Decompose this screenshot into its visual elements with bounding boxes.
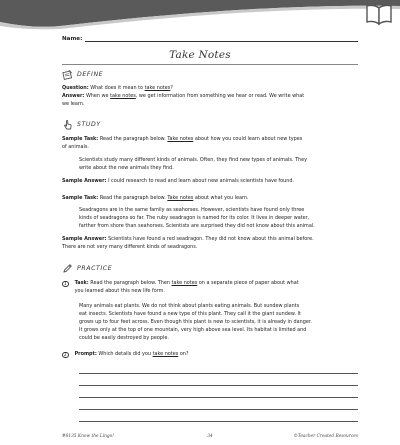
footer-publisher: ©Teacher Created Resources <box>293 434 358 439</box>
study-task2: Sample Task: Read the paragraph below. Take notes about what you learn. <box>62 195 249 201</box>
study-passage2-line-2: kinds of seadragons so far. The ruby seadragon is named for its color. It lives in deeper water, <box>79 215 310 221</box>
define-answer-line-2: we learn. <box>62 101 85 107</box>
practice-item-1 <box>62 280 358 295</box>
name-field[interactable] <box>85 35 358 42</box>
practice-item-2 <box>62 351 358 359</box>
study-answer2-line-1: Sample Answer: Scientists have found a red seadragon. They did not know about this animal before. <box>62 236 314 242</box>
notepad-icon <box>62 69 73 80</box>
define-question: Question: What does it mean to take notes? <box>62 85 173 91</box>
practice-heading <box>62 262 112 274</box>
practice-passage-line-4: It grows only at the top of one mountain, very high above sea level. Its habitat is limited and <box>79 327 307 333</box>
practice-task-line-1: Task: Read the paragraph below. Then take notes on a separate piece of paper about what <box>74 280 299 286</box>
practice-prompt: Prompt: Which details did you take notes on? <box>74 351 189 357</box>
define-heading-text: DEFINE <box>77 70 104 78</box>
item-number-2: 2 <box>63 352 67 358</box>
practice-passage-line-1: Many animals eat plants. We do not think about plants eating animals. But sundew plants <box>79 303 300 309</box>
item-number-1: 1 <box>63 281 67 287</box>
answer-line-5[interactable] <box>79 421 358 422</box>
name-row <box>62 30 358 42</box>
footer-page-number: 34 <box>207 434 213 439</box>
study-passage1-line-1: Scientists study many different kinds of animals. Often, they find new types of animals. They <box>79 157 307 163</box>
answer-line-4[interactable] <box>79 409 358 410</box>
answer-line-1[interactable] <box>79 373 358 374</box>
practice-passage-line-2: eat insects. Scientists have found a new type of this plant. They call it the giant sundew. It <box>79 311 301 317</box>
hand-pointer-icon <box>62 119 73 130</box>
open-book-icon <box>366 2 392 26</box>
study-answer2-line-2: There are not very many different kinds of seadragons. <box>62 244 198 250</box>
define-answer-line-1: Answer: When we take notes, we get information from something we hear or read. We write what <box>62 93 305 99</box>
practice-task-line-2: you learned about this new life form. <box>74 287 165 294</box>
study-task1-line-1: Sample Task: Read the paragraph below. Take notes about how you could learn about new types <box>62 136 303 142</box>
study-passage1-line-2: write about the new animals they find. <box>79 165 174 171</box>
pencil-icon <box>62 263 73 274</box>
answer-line-3[interactable] <box>79 397 358 398</box>
answer-line-2[interactable] <box>79 385 358 386</box>
study-passage2-line-3: farther from shore than seahorses. Scientists are surprised they did not know about this animal. <box>79 223 315 229</box>
page-title: Take Notes <box>169 49 231 61</box>
define-heading <box>62 68 103 80</box>
study-heading-text: STUDY <box>77 120 101 128</box>
study-passage2-line-1: Seadragons are in the same family as seahorses. However, scientists have found only three <box>79 207 305 213</box>
name-label: Name: <box>62 36 83 42</box>
footer-book-title: #8135 Know the Lingo! <box>62 434 114 439</box>
practice-passage-line-3: grows up to four feet across. Even though this plant is new to scientists, it is already in danger. <box>79 319 312 325</box>
header-swoosh <box>0 0 400 30</box>
practice-heading-text: PRACTICE <box>77 264 113 272</box>
study-answer1: Sample Answer: I could research to read and learn about new animals scientists have found. <box>62 178 294 184</box>
study-task1-line-2: of animals. <box>62 144 89 150</box>
practice-passage-line-5: could be easily destroyed by people. <box>79 335 169 341</box>
title-divider <box>62 64 358 65</box>
study-heading <box>62 118 101 130</box>
